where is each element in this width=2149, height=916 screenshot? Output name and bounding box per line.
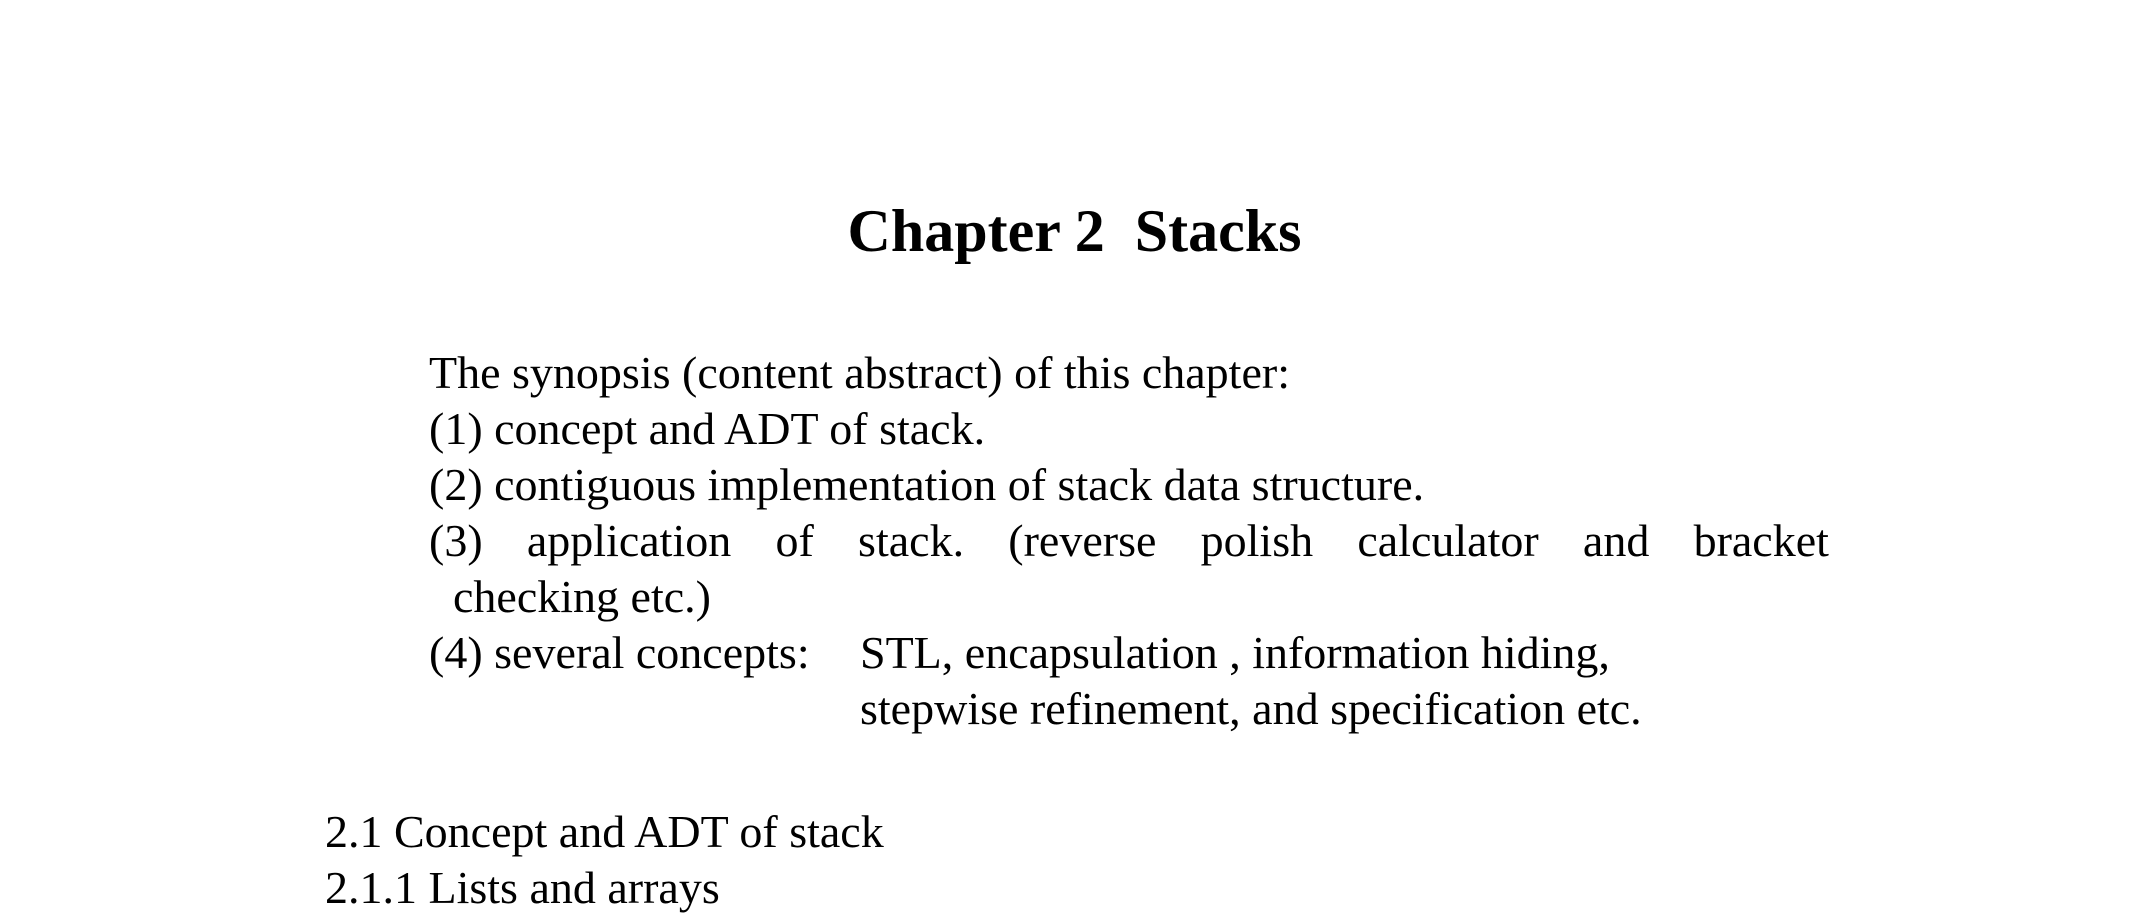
synopsis-item-3-word: polish: [1200, 515, 1314, 566]
synopsis-item-3-word: (reverse: [1008, 515, 1157, 566]
synopsis-item-3-word: stack.: [858, 515, 965, 566]
synopsis-item-3-continuation: checking etc.): [453, 571, 711, 622]
section-heading-2-1-1: 2.1.1 Lists and arrays: [325, 862, 720, 913]
section-heading-2-1: 2.1 Concept and ADT of stack: [325, 806, 884, 857]
synopsis-item-4-lead: (4) several concepts:: [429, 627, 810, 678]
synopsis-item-3-word: calculator: [1357, 515, 1539, 566]
synopsis-item-2: (2) contiguous implementation of stack data structure.: [429, 459, 1425, 510]
synopsis-item-4-spacer: [429, 681, 860, 737]
synopsis-item-4-continuation: [429, 681, 1829, 737]
synopsis-intro: The synopsis (content abstract) of this chapter:: [429, 347, 1290, 398]
synopsis-item-3-word: (3): [429, 515, 483, 566]
synopsis-item-3-word: and: [1582, 515, 1650, 566]
synopsis-item-4: [429, 625, 1829, 681]
synopsis-item-3: [429, 513, 1829, 569]
chapter-title: Chapter 2 Stacks: [847, 198, 1302, 264]
synopsis-item-1: (1) concept and ADT of stack.: [429, 403, 986, 454]
synopsis-item-4-line-1: STL, encapsulation , information hiding,: [860, 627, 1610, 678]
synopsis-item-3-word: application: [526, 515, 732, 566]
synopsis-item-4-line-2: stepwise refinement, and specification etc.: [860, 683, 1642, 734]
synopsis-block: [429, 345, 1829, 737]
synopsis-item-3-word: bracket: [1693, 515, 1829, 566]
synopsis-item-3-word: of: [775, 515, 814, 566]
